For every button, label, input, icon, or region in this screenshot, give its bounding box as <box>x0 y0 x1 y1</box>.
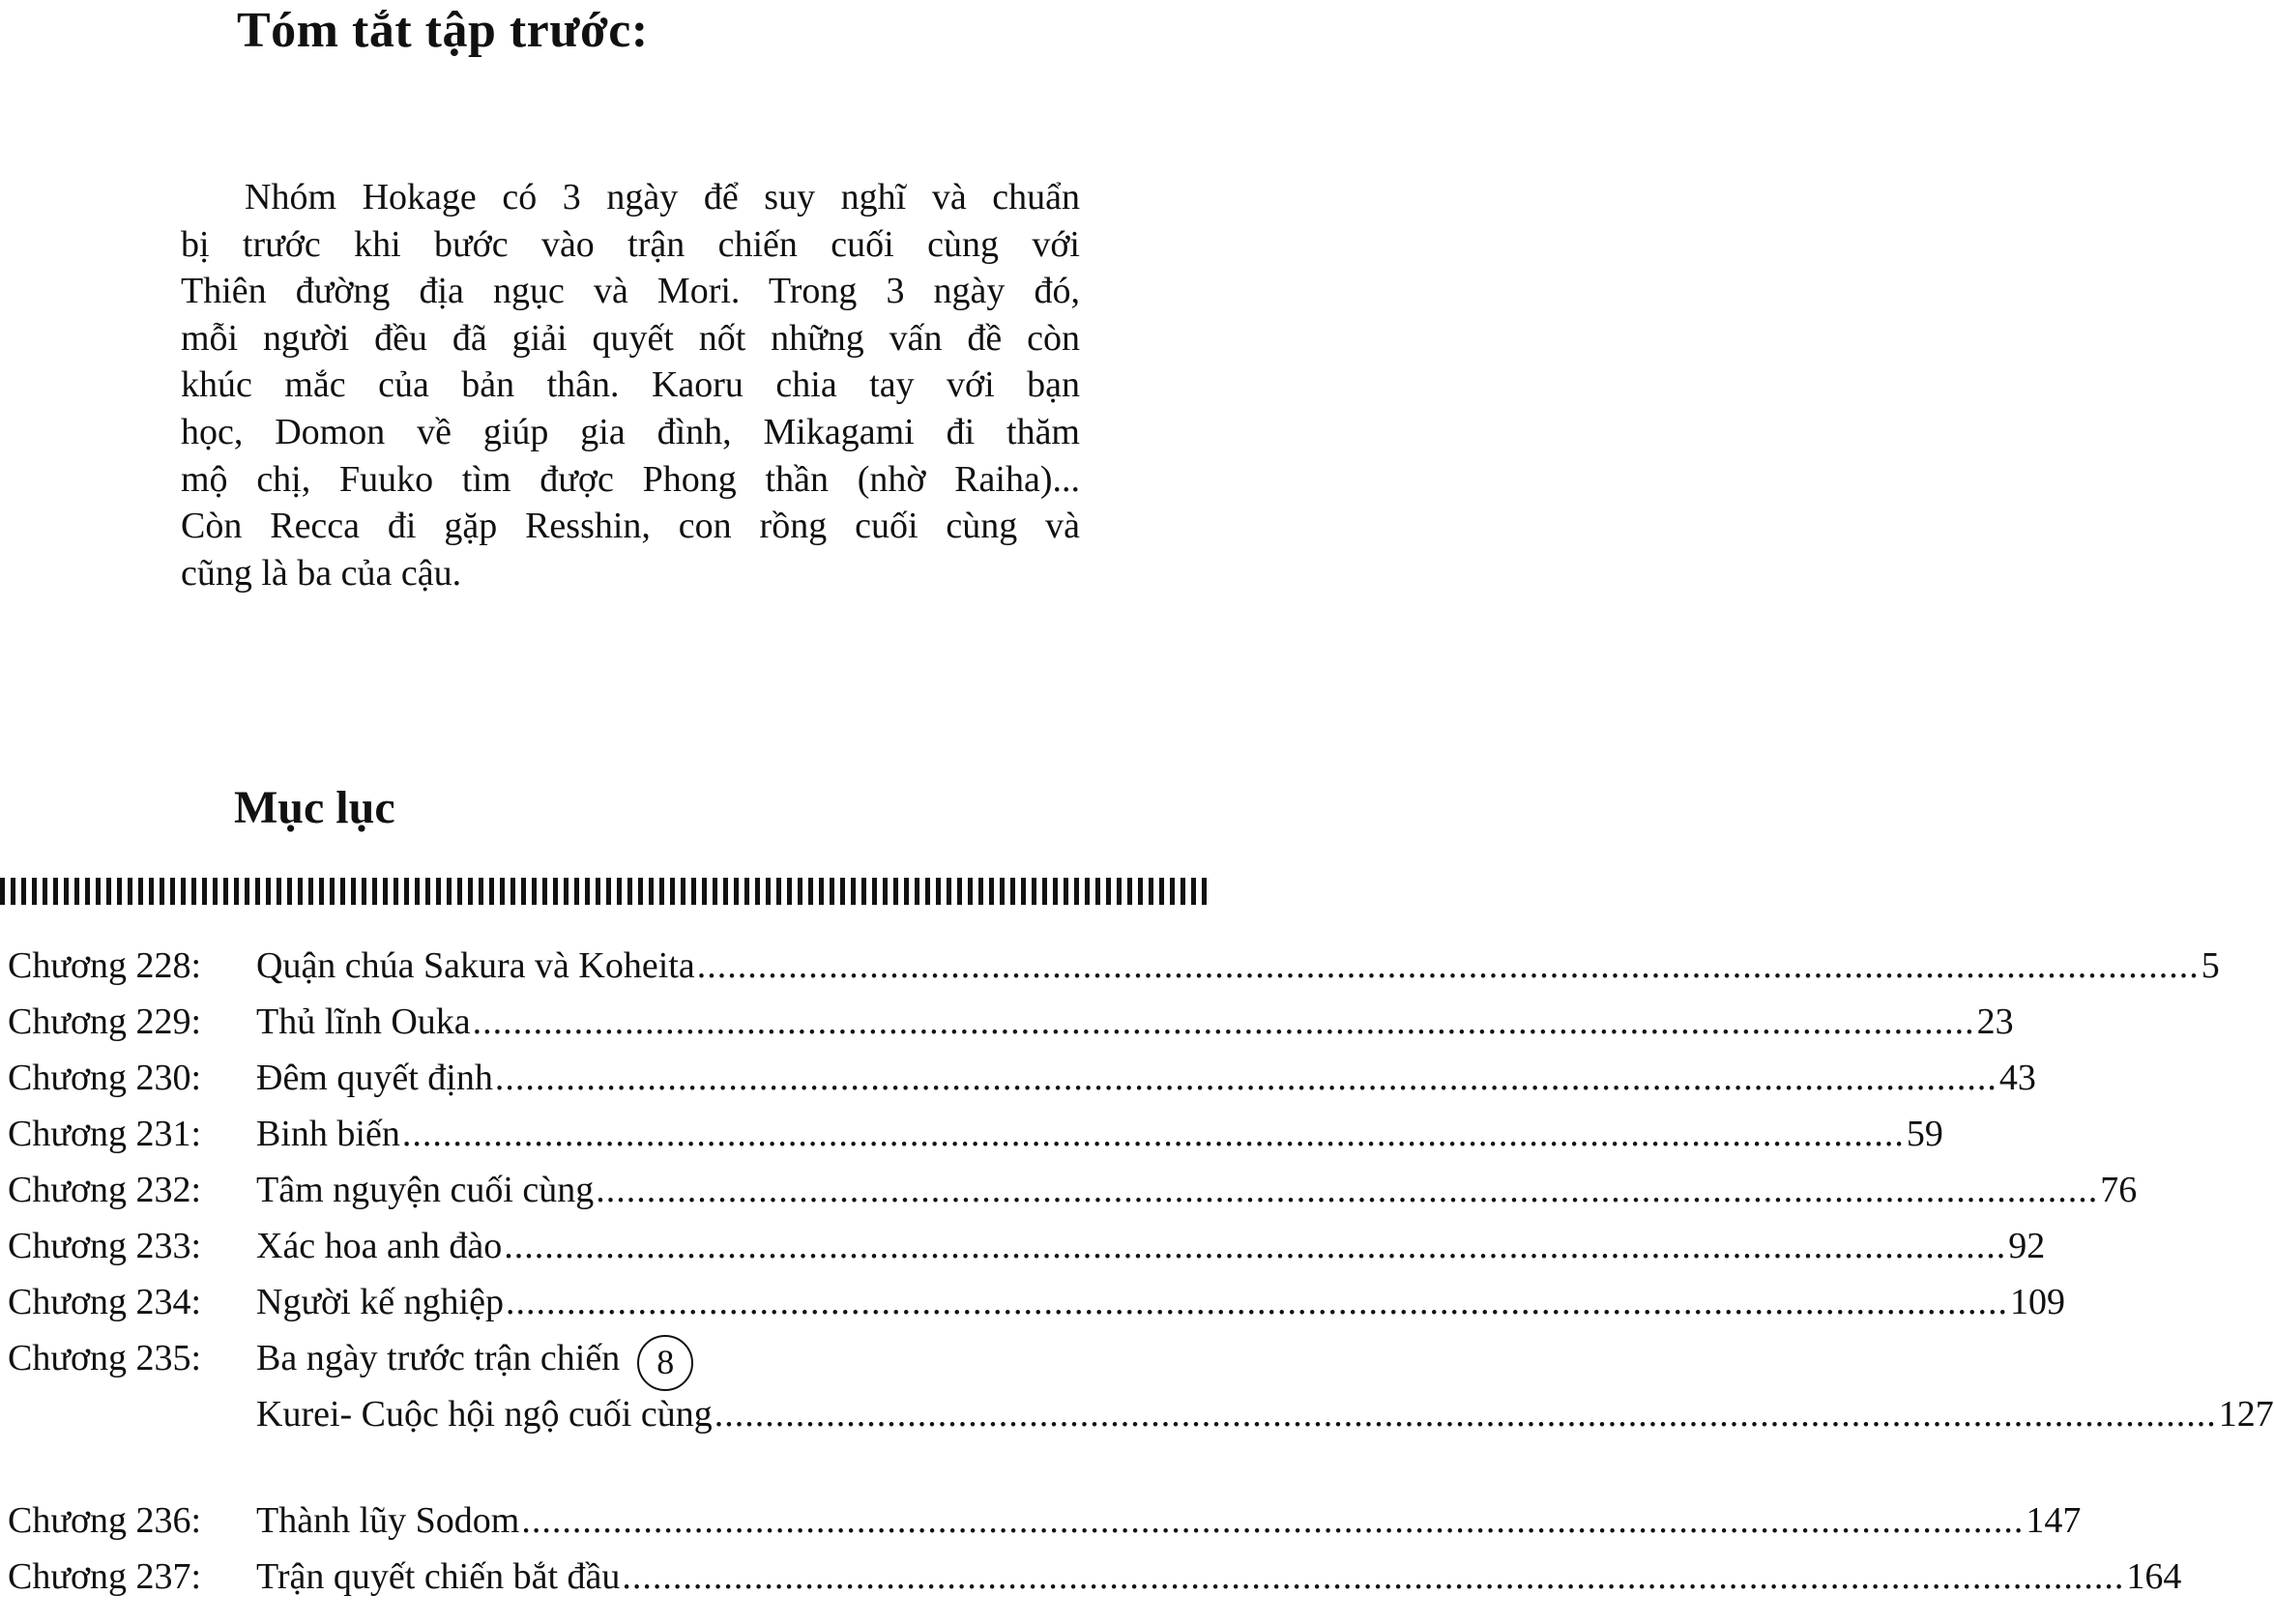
toc-leader-dots: .................................................................................................................................................... <box>494 1058 1997 1098</box>
summary-line: khúc mắc của bản thân. Kaoru chia tay với bạn <box>181 364 1080 406</box>
toc-page-number: 23 <box>1976 1001 2014 1042</box>
toc-chapter-label: Chương 228: <box>8 945 202 986</box>
toc-leader-dots: .................................................................................................................................................... <box>622 1556 2125 1597</box>
toc-entry-234 <box>8 1274 2065 1330</box>
toc-chapter-label: Chương 232: <box>8 1170 202 1210</box>
summary-line: bị trước khi bước vào trận chiến cuối cùng với <box>181 223 1080 265</box>
toc-page-number: 147 <box>2026 1500 2082 1541</box>
toc-entry-237 <box>8 1549 2182 1605</box>
toc-chapter-label: Chương 229: <box>8 1001 202 1042</box>
toc-entry-229 <box>8 994 2014 1050</box>
toc-entry-236 <box>8 1493 2082 1549</box>
toc-chapter-title: Người kế nghiệp <box>256 1282 504 1322</box>
toc-chapter-title: Tâm nguyện cuối cùng <box>256 1170 595 1210</box>
toc-chapter-subtitle: Kurei- Cuộc hội ngộ cuối cùng <box>256 1394 713 1435</box>
summary-line: mộ chị, Fuuko tìm được Phong thần (nhờ Raiha)... <box>181 458 1080 500</box>
toc-entry-228 <box>8 938 2220 994</box>
toc-leader-dots: .................................................................................................................................................... <box>696 945 2200 986</box>
toc-entry-233 <box>8 1218 2046 1274</box>
toc-leader-dots: .................................................................................................................................................... <box>472 1001 1975 1042</box>
summary-line: cũng là ba của cậu. <box>181 552 462 594</box>
summary-paragraph <box>181 174 1080 596</box>
toc-entry-231 <box>8 1106 1943 1162</box>
toc-page-number: 127 <box>2218 1394 2274 1435</box>
circled-number-badge: 8 <box>637 1335 693 1391</box>
toc-chapter-title <box>256 1330 693 1387</box>
summary-line: học, Domon về giúp gia đình, Mikagami đi thăm <box>181 411 1080 452</box>
table-of-contents <box>8 938 2274 1605</box>
summary-heading: Tóm tắt tập trước: <box>237 3 649 58</box>
toc-chapter-label: Chương 236: <box>8 1500 202 1541</box>
toc-entry-230 <box>8 1050 2036 1106</box>
toc-chapter-title-text: Ba ngày trước trận chiến <box>256 1338 621 1378</box>
summary-line: Thiên đường địa ngục và Mori. Trong 3 ngày đó, <box>181 271 1080 312</box>
toc-chapter-title: Thành lũy Sodom <box>256 1500 520 1541</box>
summary-line: mỗi người đều đã giải quyết nốt những vấn đề còn <box>181 317 1080 359</box>
toc-leader-dots: .................................................................................................................................................... <box>596 1170 2099 1210</box>
toc-leader-dots: .................................................................................................................................................... <box>505 1282 2008 1322</box>
toc-page-number: 59 <box>1906 1114 1943 1154</box>
toc-chapter-label: Chương 230: <box>8 1058 202 1098</box>
toc-leader-dots: .................................................................................................................................................... <box>504 1226 2007 1266</box>
toc-chapter-title: Thủ lĩnh Ouka <box>256 1001 471 1042</box>
toc-chapter-title: Trận quyết chiến bắt đầu <box>256 1556 621 1597</box>
toc-page-number: 5 <box>2201 945 2220 986</box>
toc-leader-dots: .................................................................................................................................................... <box>401 1114 1905 1154</box>
toc-chapter-label: Chương 234: <box>8 1282 202 1322</box>
toc-chapter-label: Chương 233: <box>8 1226 202 1266</box>
toc-page-number: 43 <box>1998 1058 2036 1098</box>
toc-chapter-title: Quận chúa Sakura và Koheita <box>256 945 695 986</box>
summary-line: Nhóm Hokage có 3 ngày để suy nghĩ và chuẩn <box>245 177 1080 218</box>
toc-page-number: 76 <box>2100 1170 2138 1210</box>
toc-chapter-label: Chương 235: <box>8 1338 202 1378</box>
toc-entry-235-continued <box>8 1386 2274 1442</box>
summary-line: Còn Recca đi gặp Resshin, con rồng cuối cùng và <box>181 506 1080 547</box>
toc-chapter-label: Chương 231: <box>8 1114 202 1154</box>
toc-page-number: 109 <box>2009 1282 2065 1322</box>
toc-page-number: 164 <box>2126 1556 2182 1597</box>
decorative-divider <box>0 878 1211 905</box>
toc-chapter-title: Xác hoa anh đào <box>256 1226 503 1266</box>
toc-chapter-label: Chương 237: <box>8 1556 202 1597</box>
toc-chapter-title: Đêm quyết định <box>256 1058 493 1098</box>
toc-heading: Mục lục <box>234 782 395 833</box>
toc-entry-232 <box>8 1162 2138 1218</box>
toc-leader-dots: .................................................................................................................................................... <box>714 1394 2217 1435</box>
toc-entry-235 <box>8 1330 1178 1386</box>
toc-chapter-title: Binh biến <box>256 1114 400 1154</box>
toc-leader-dots: .................................................................................................................................................... <box>521 1500 2025 1541</box>
toc-page-number: 92 <box>2008 1226 2046 1266</box>
